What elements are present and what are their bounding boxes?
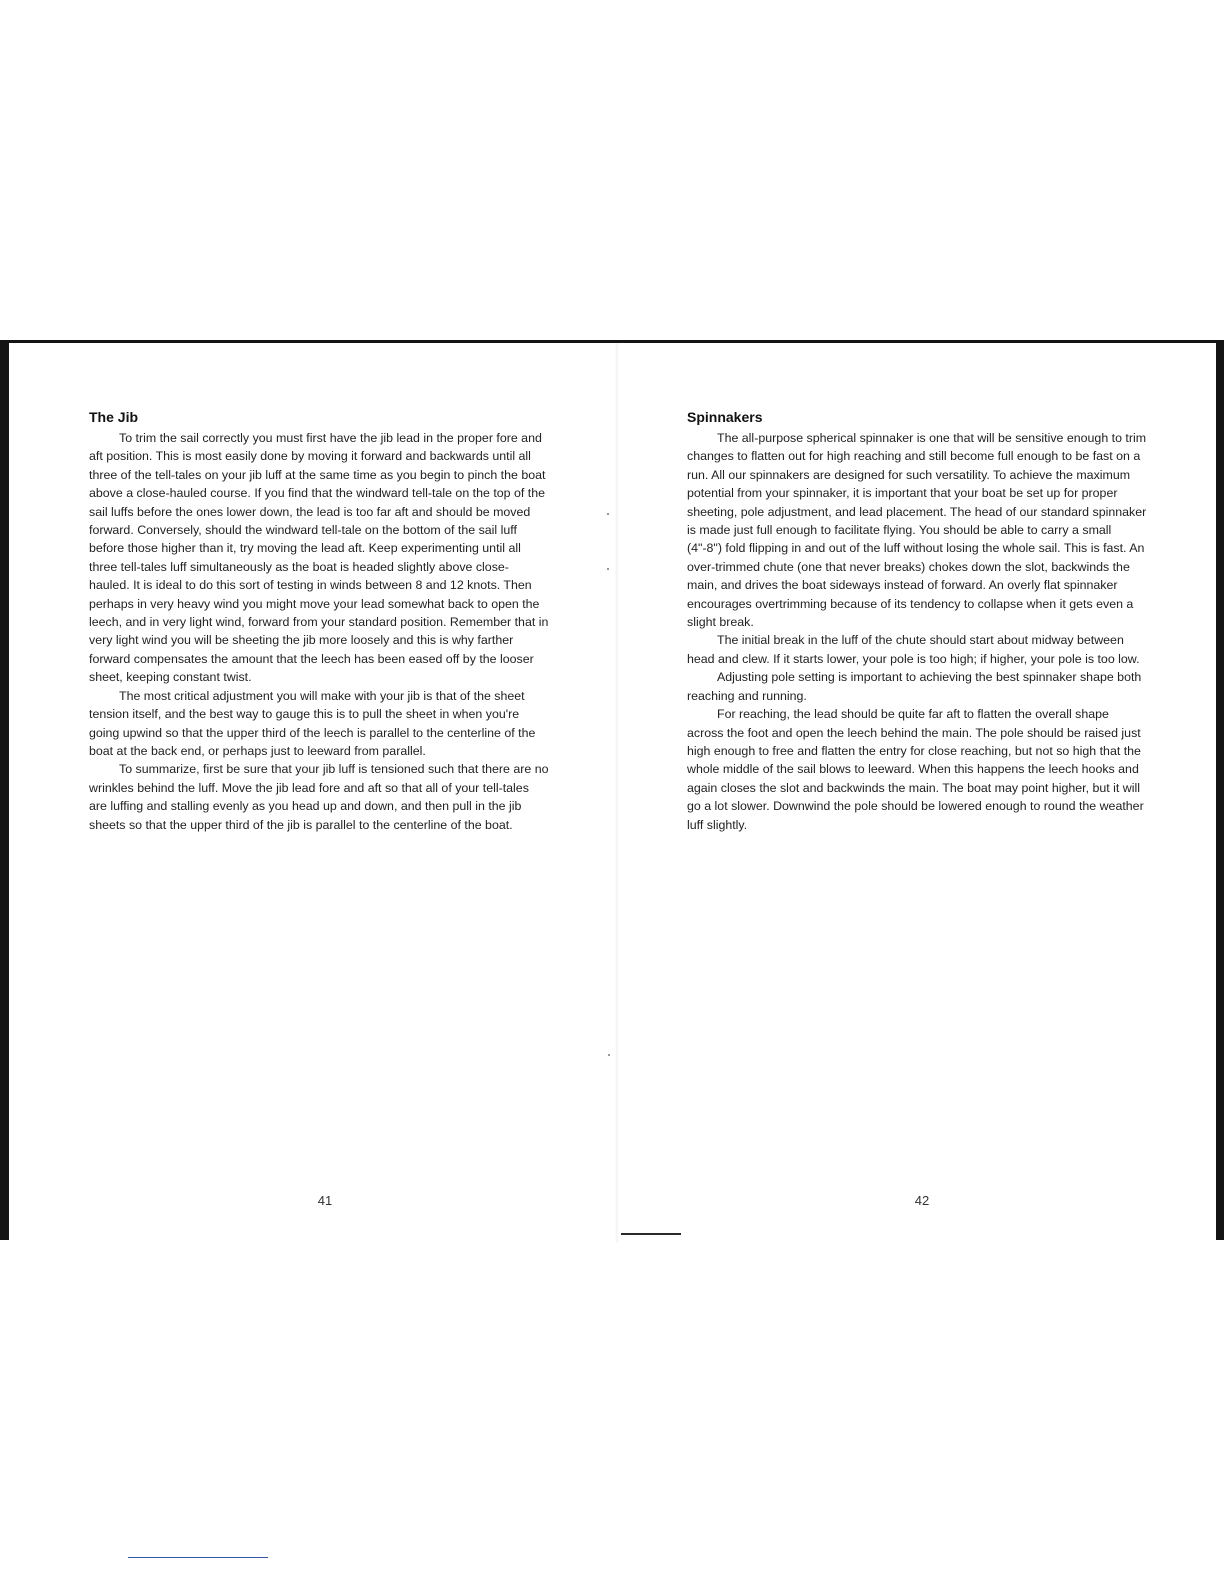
- left-page-number: 41: [317, 1193, 333, 1208]
- scan-speck: [607, 568, 609, 570]
- right-paragraph-2: The initial break in the luff of the chute should start about midway between head and clew. If it starts lower, your pole is too high; if higher, your pole is too low.: [687, 633, 1140, 666]
- left-page: [89, 409, 549, 834]
- bottom-rule: [128, 1557, 268, 1558]
- right-page: [687, 409, 1147, 834]
- right-page-heading: Spinnakers: [687, 409, 763, 425]
- left-paragraph-1: To trim the sail correctly you must first have the jib lead in the proper fore and aft position. This is most easily done by moving it forward and backwards until all three of the tell-tales on your jib luff at the same time as you begin to pinch the boat above a close-hauled course. If you find that the windward tell-tale on the top of the sail luffs before the ones lower down, the lead is too far aft and should be moved forward. Conversely, should the windward tell-tale on the bottom of the sail luff before those higher than it, try moving the lead aft. Keep experimenting until all three tell-tales luff simultaneously as the boat is headed slightly above close-hauled. It is ideal to do this sort of testing in winds between 8 and 12 knots. Then perhaps in very heavy wind you might move your lead somewhat back to open the leech, and in very light wind, forward from your standard position. Remember that in very light wind you will be sheeting the jib more loosely and this is why farther forward compensates the amount that the leech has been eased off by the looser sheet, keeping constant twist.: [89, 431, 549, 685]
- right-paragraph-3: Adjusting pole setting is important to achieving the best spinnaker shape both reaching and running.: [687, 670, 1142, 703]
- right-paragraph-1: The all-purpose spherical spinnaker is one that will be sensitive enough to trim changes to flatten out for high reaching and still become full enough to be fast on a run. All our spinnakers are designed for such versatility. To achieve the maximum potential from your spinnaker, it is important that your boat be set up for proper sheeting, pole adjustment, and lead placement. The head of our standard spinnaker is made just full enough to facilitate flying. You should be able to carry a small (4"-8") fold flipping in and out of the luff without losing the whole sail. This is fast. An over-trimmed chute (one that never breaks) chokes down the slot, backwinds the main, and drives the boat sideways instead of forward. An overly flat spinnaker encourages overtrimming because of its tendency to collapse when it gets even a slight break.: [687, 431, 1147, 630]
- left-page-heading: The Jib: [89, 409, 139, 425]
- right-paragraph-4: For reaching, the lead should be quite far aft to flatten the overall shape across the foot and open the leech behind the main. The pole should be raised just high enough to free and flatten the entry for close reaching, but not so high that the whole middle of the sail blows to leeward. When this happens the leech hooks and again closes the slot and backwinds the main. The boat may point higher, but it will go a lot slower. Downwind the pole should be lowered enough to round the weather luff slightly.: [687, 707, 1144, 832]
- gutter-line: [621, 1233, 681, 1235]
- left-paragraph-3: To summarize, first be sure that your jib luff is tensioned such that there are no wrinkles behind the luff. Move the jib lead fore and aft so that all of your tell-tales are luffing and stalling evenly as you head up and down, and then pull in the jib sheets so that the upper third of the jib is parallel to the centerline of the boat.: [89, 762, 549, 832]
- scan-speck: [608, 1054, 610, 1056]
- left-paragraph-2: The most critical adjustment you will make with your jib is that of the sheet tension itself, and the best way to gauge this is to pull the sheet in when you're going upwind so that the upper third of the leech is parallel to the centerline of the boat at the back end, or perhaps just to leeward from parallel.: [89, 688, 536, 758]
- book-spread: [0, 340, 1224, 1240]
- scan-speck: [607, 513, 609, 515]
- gutter-shadow: [615, 343, 619, 1243]
- right-page-number: 42: [914, 1193, 930, 1208]
